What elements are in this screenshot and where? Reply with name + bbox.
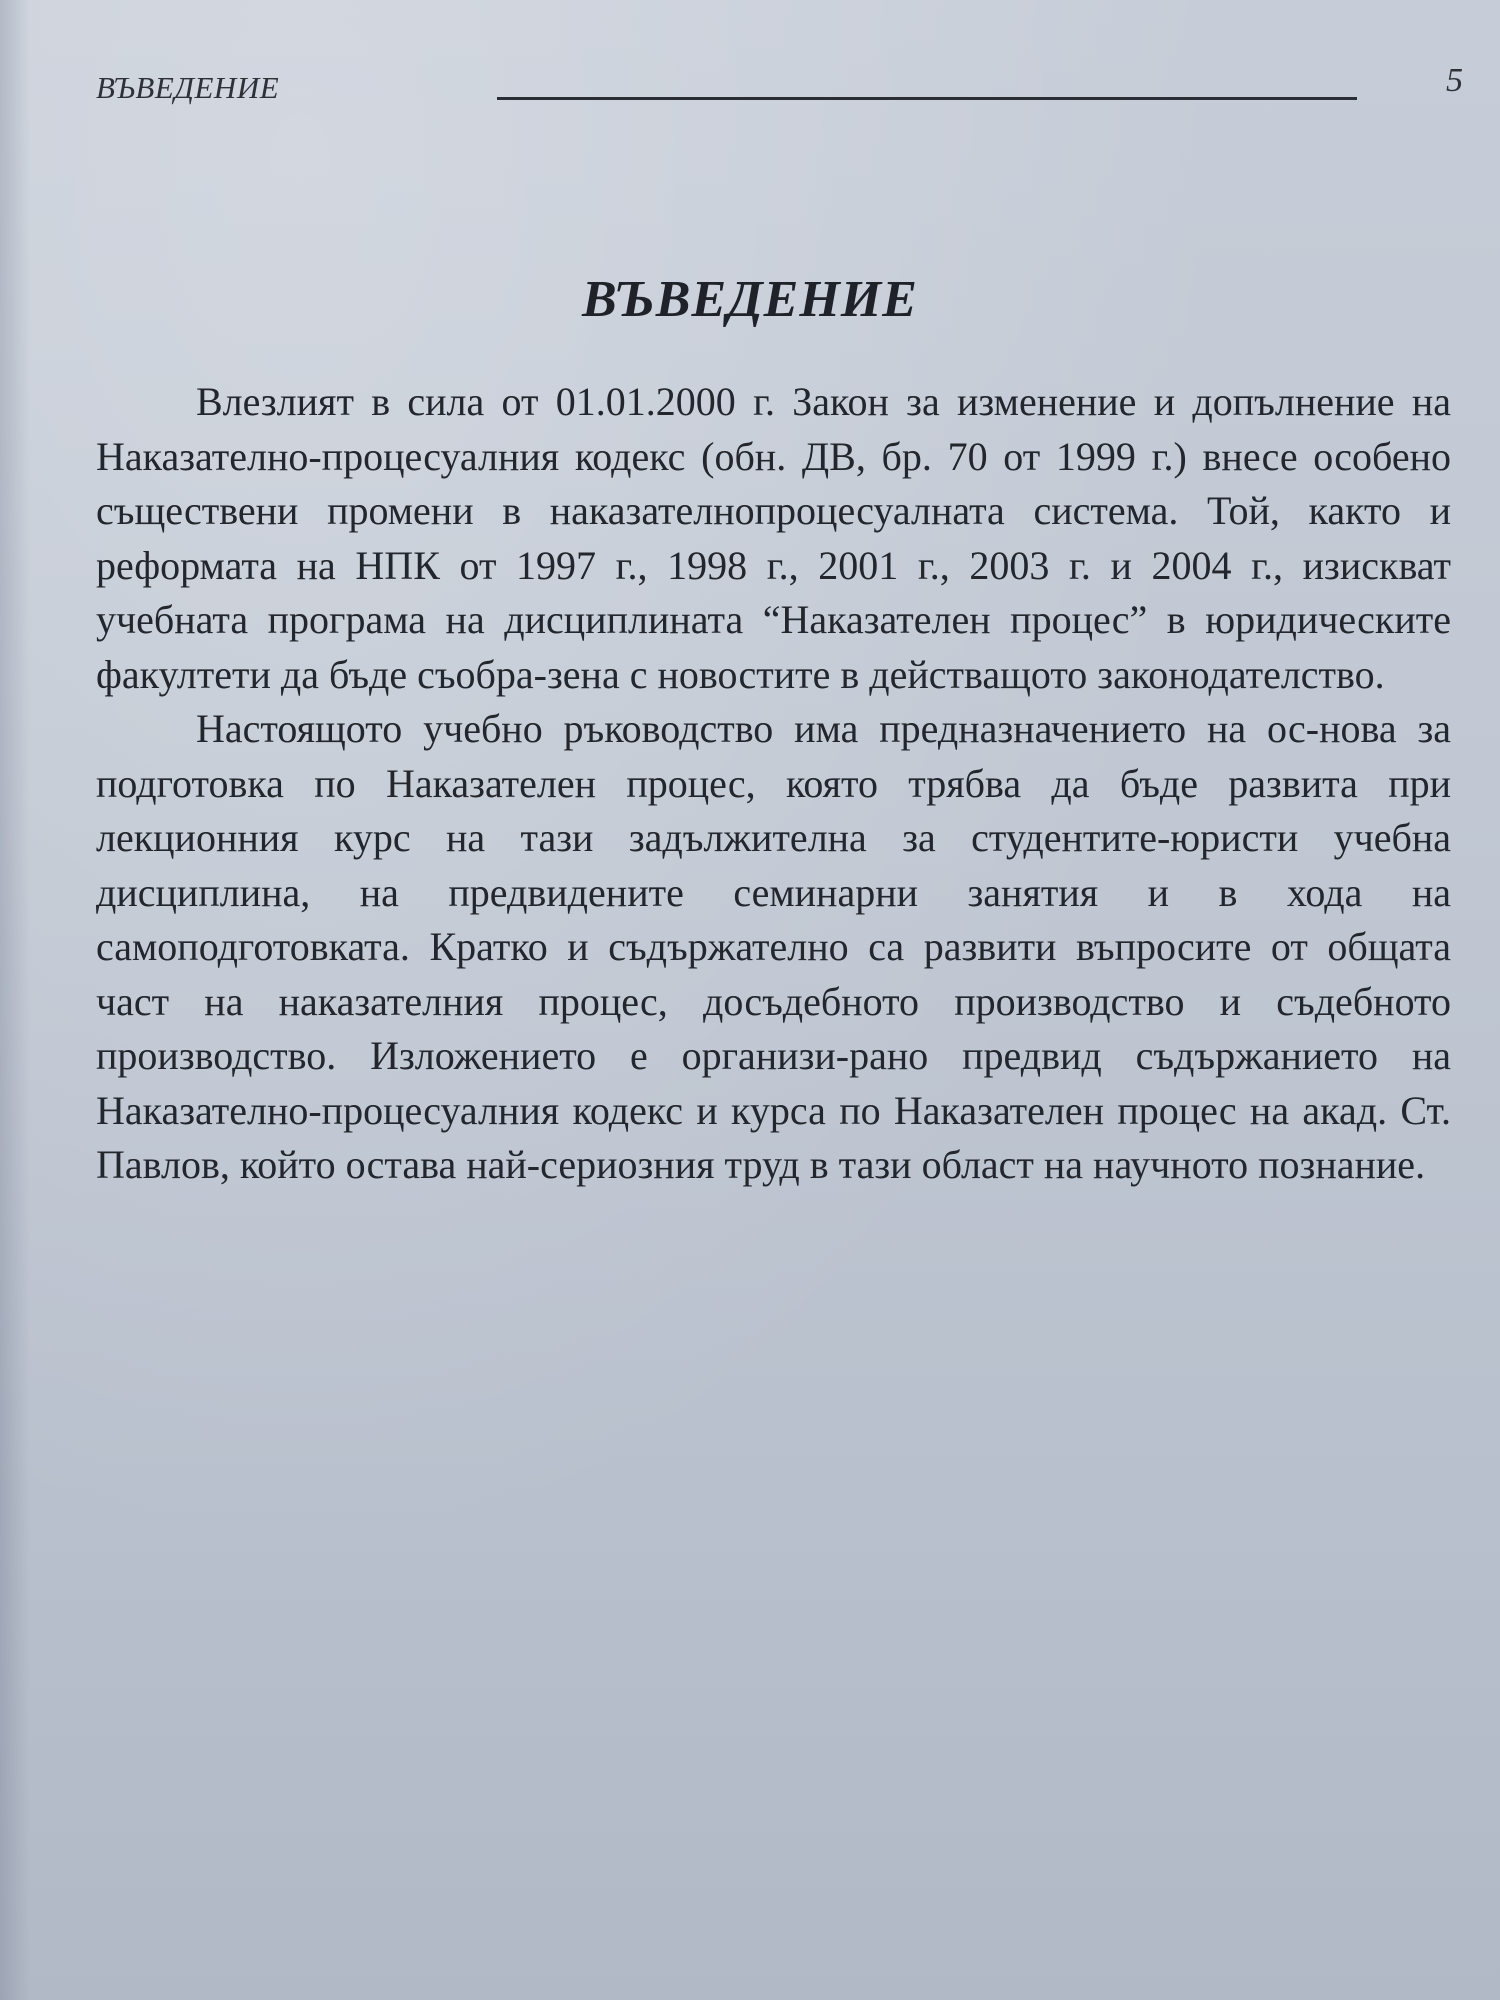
header-rule [497,97,1357,100]
body-text [96,375,1451,1193]
paragraph-1: Влезлият в сила от 01.01.2000 г. Закон за изменение и допълнение на Наказателно-процесуалния кодекс (обн. ДВ, бр. 70 от 1999 г.) внесе особено съществени промени в наказателнопроцесуалната система. Той, както и реформата на НПК от 1997 г., 1998 г., 2001 г., 2003 г. и 2004 г., изискват учебната програма на дисциплината “Наказателен процес” в юридическите факултети да бъде съобра-зена с новостите в действащото законодателство. [96,379,1451,697]
running-head-title: ВЪВЕДЕНИЕ [96,70,280,105]
page-number: 5 [1446,62,1463,99]
chapter-title: ВЪВЕДЕНИЕ [582,271,918,328]
paragraph-2: Настоящото учебно ръководство има предназначението на ос-нова за подготовка по Наказателен процес, която трябва да бъде развита при лекционния курс на тази задължителна за студентите-юристи учебна дисциплина, на предвидените семинарни занятия и в хода на самоподготовката. Кратко и съдържателно са развити въпросите от общата част на наказателния процес, досъдебното производство и съдебното производство. Изложението е организи-рано предвид съдържанието на Наказателно-процесуалния кодекс и курса по Наказателен процес на акад. Ст. Павлов, който остава най-сериозния труд в тази област на научното познание. [96,706,1451,1187]
